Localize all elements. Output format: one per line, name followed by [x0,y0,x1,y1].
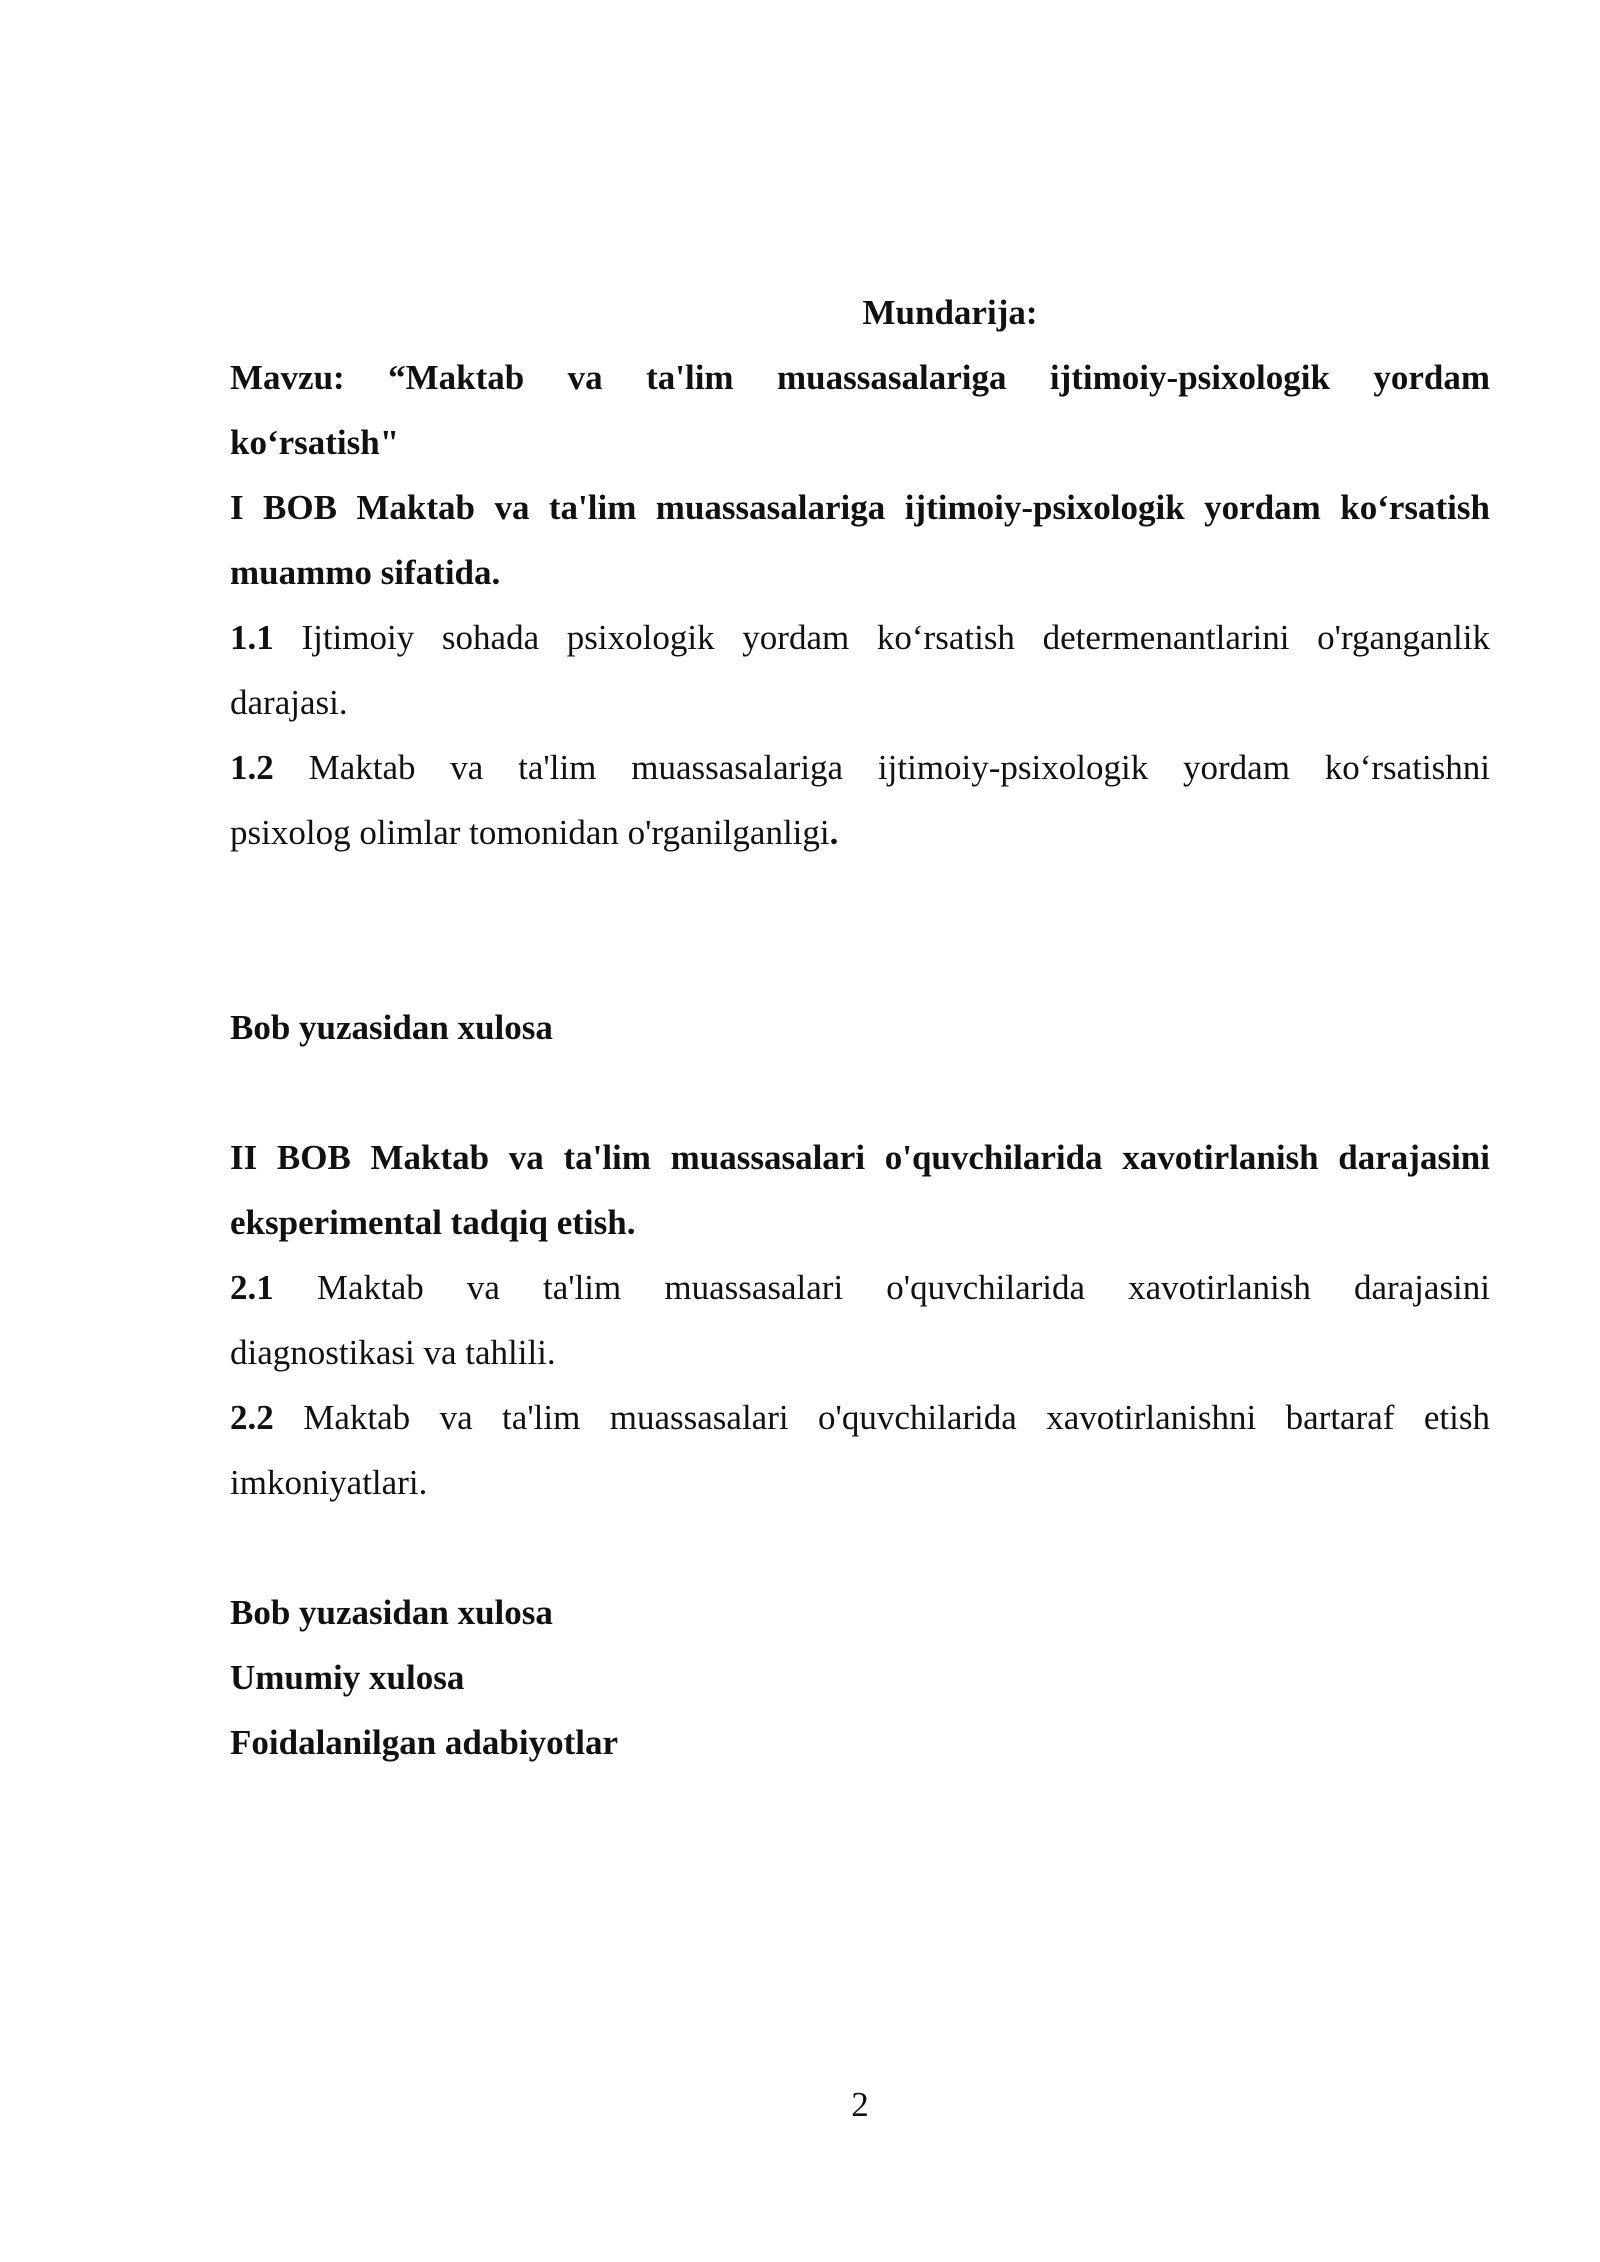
chapter-2-line-2: eksperimental tadqiq etish. [230,1203,636,1242]
section-1-2-text: Maktab va ta'lim muassasalariga ijtimoiy-psixologik yordam ko‘rsatishni [308,748,1491,787]
topic-line-2: ko‘rsatish" [230,423,400,462]
section-1-1-line-2: darajasi. [230,683,348,722]
chapter-1-conclusion: Bob yuzasidan xulosa [230,1008,553,1047]
topic-heading [230,345,1490,475]
chapter-1-line-1: I BOB Maktab va ta'lim muassasalariga ijtimoiy-psixologik yordam ko‘rsatish [230,488,1490,527]
section-1-1-text: Ijtimoiy sohada psixologik yordam ko‘rsatish determenantlarini o'rganganlik [301,618,1491,657]
section-2-2-line-2: imkoniyatlari. [230,1463,428,1502]
table-of-contents [230,280,1490,1775]
section-2-2-text: Maktab va ta'lim muassasalari o'quvchilarida xavotirlanishni bartaraf etish [303,1398,1490,1437]
spacer [230,930,1490,995]
section-1-1 [230,605,1490,735]
general-conclusion: Umumiy xulosa [230,1658,465,1697]
page-number: 2 [851,2085,869,2124]
spacer [230,865,1490,930]
spacer [230,1515,1490,1580]
section-2-2 [230,1385,1490,1515]
chapter-1-heading [230,475,1490,605]
section-2-1-number: 2.1 [230,1268,274,1307]
section-1-2 [230,735,1490,865]
spacer [230,1060,1490,1125]
chapter-2-heading [230,1125,1490,1255]
chapter-1-line-2: muammo sifatida. [230,553,501,592]
section-2-1-text: Maktab va ta'lim muassasalari o'quvchilarida xavotirlanish darajasini [316,1268,1491,1307]
section-1-1-number: 1.1 [230,618,274,657]
section-1-2-text-2: psixolog olimlar tomonidan o'rganilganligi [230,813,830,852]
topic-line-1: Mavzu: “Maktab va ta'lim muassasalariga ijtimoiy-psixologik yordam [230,358,1490,397]
section-1-1-line-1 [230,605,1490,670]
section-1-2-line-1 [230,735,1490,800]
section-2-2-line-1 [230,1385,1490,1450]
section-1-2-number: 1.2 [230,748,274,787]
references-heading: Foidalanilgan adabiyotlar [230,1723,618,1762]
toc-title: Mundarija: [862,293,1038,332]
section-2-1-line-1 [230,1255,1490,1320]
chapter-2-line-1: II BOB Maktab va ta'lim muassasalari o'quvchilarida xavotirlanish darajasini [230,1138,1490,1177]
section-2-1 [230,1255,1490,1385]
section-2-2-number: 2.2 [230,1398,274,1437]
section-2-1-line-2: diagnostikasi va tahlili. [230,1333,556,1372]
chapter-2-conclusion: Bob yuzasidan xulosa [230,1593,553,1632]
section-1-2-line-2 [230,800,1490,865]
section-1-2-period: . [829,813,839,852]
